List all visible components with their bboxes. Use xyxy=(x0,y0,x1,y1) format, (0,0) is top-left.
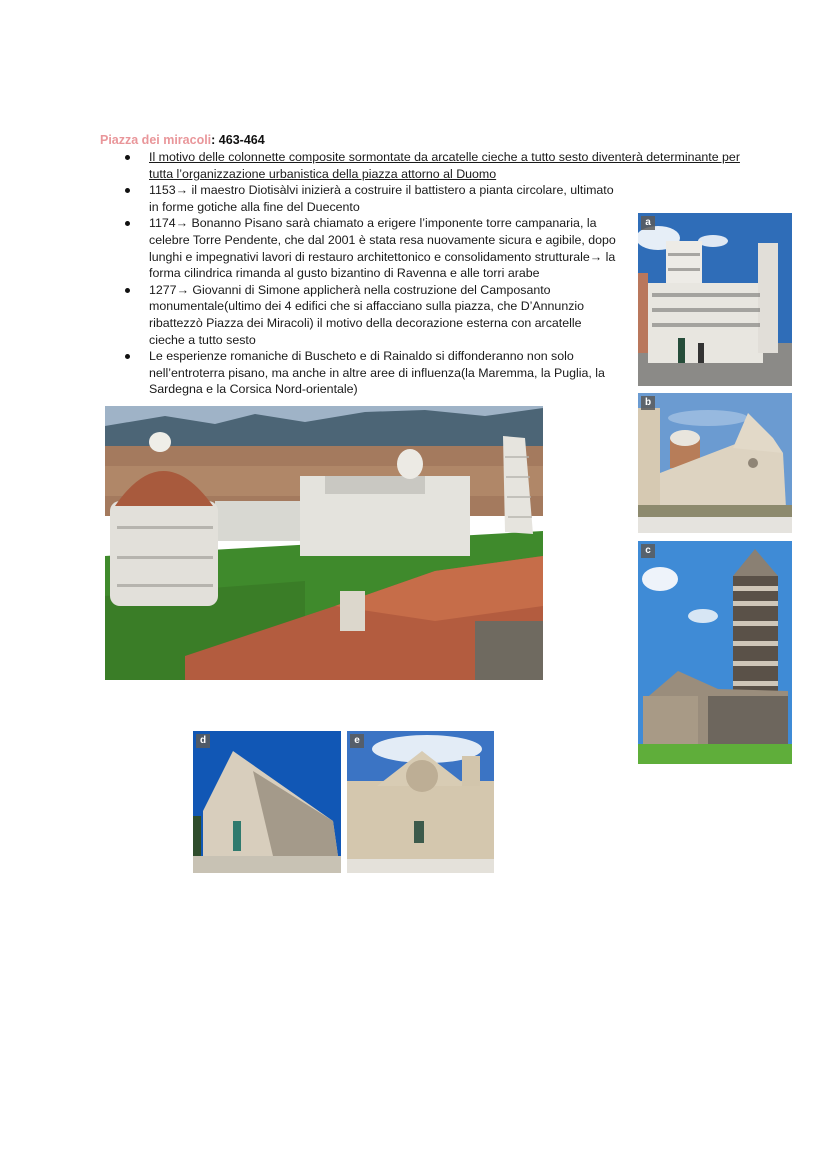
list-item: 1174→ Bonanno Pisano sarà chiamato a erigere l’imponente torre campanaria, la celebre Torre Pendente, che dal 2001 è stata resa nuovamente sicura e agibile, dopo lunghi e impegnativi lavori di restauro architettonico e consolidamento strutturale→ la forma cilindrica rimanda al gusto bizantino di Ravenna e alle torri arabe xyxy=(100,215,740,281)
image-d xyxy=(193,731,341,873)
list-item: Le esperienze romaniche di Buscheto e di Rainaldo si diffonderanno non solo nell’entroterra pisano, ma anche in altre aree di influenza(la Maremma, la Puglia, la Sardegna e la Corsica Nord-orientale) xyxy=(100,348,740,398)
bullet-icon xyxy=(125,354,130,359)
bullet-icon xyxy=(125,188,130,193)
image-label: e xyxy=(350,734,364,748)
image-label: b xyxy=(641,396,655,410)
image-label: a xyxy=(641,216,655,230)
image-a xyxy=(638,213,792,386)
image-e xyxy=(347,731,494,873)
list-item: 1153→ il maestro Diotisàlvi inizierà a costruire il battistero a pianta circolare, ultimato in forme gotiche alla fine del Duecento xyxy=(100,182,740,215)
heading-title: Piazza dei miracoli xyxy=(100,133,212,147)
image-b xyxy=(638,393,792,533)
bullet-icon xyxy=(125,288,130,293)
heading-pages: : 463-464 xyxy=(211,133,265,147)
section-heading xyxy=(100,133,265,148)
image-piazza-miracoli xyxy=(105,406,543,680)
image-label: d xyxy=(196,734,210,748)
bullet-icon xyxy=(125,155,130,160)
bullet-icon xyxy=(125,221,130,226)
list-item: 1277→ Giovanni di Simone applicherà nella costruzione del Camposanto monumentale(ultimo dei 4 edifici che si affacciano sulla piazza, che D’Annunzio ribattezzò Piazza dei Miracoli) il motivo della decorazione esterna con arcatelle cieche a tutto sesto xyxy=(100,282,740,348)
image-c xyxy=(638,541,792,764)
list-item: Il motivo delle colonnette composite sormontate da arcatelle cieche a tutto sesto diventerà determinante per tutta l’organizzazione urbanistica della piazza attorno al Duomo xyxy=(100,149,740,182)
image-label: c xyxy=(641,544,655,558)
